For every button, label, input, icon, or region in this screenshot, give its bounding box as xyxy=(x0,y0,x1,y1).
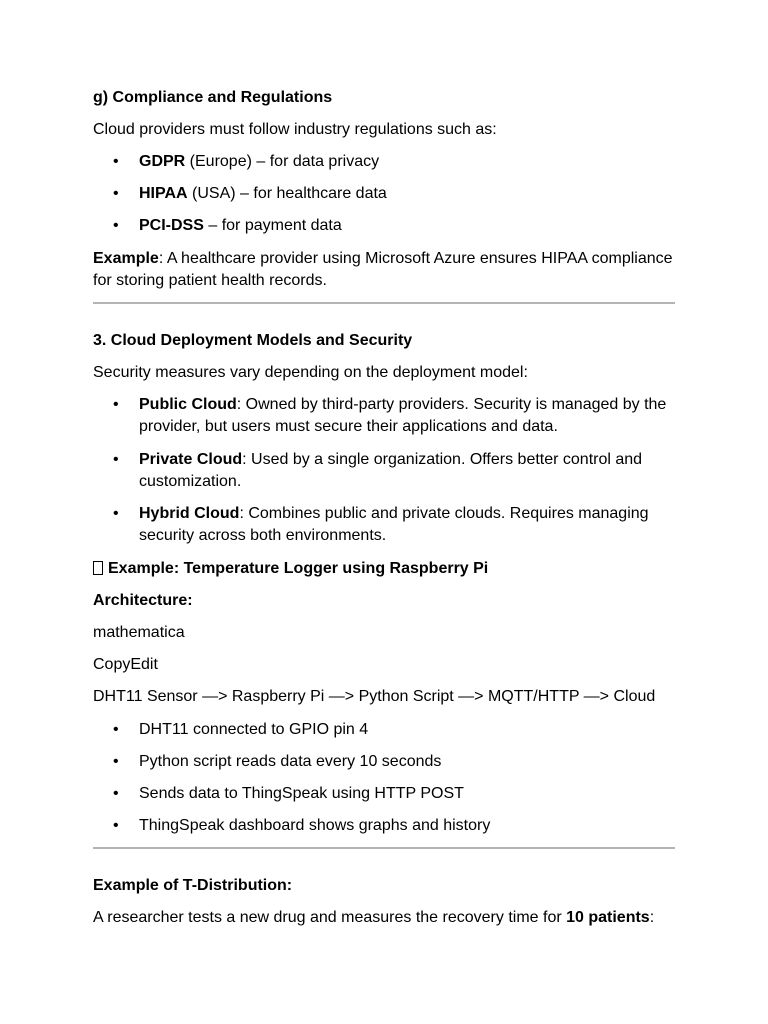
bullet-icon: • xyxy=(113,451,119,468)
bullet-icon: • xyxy=(113,721,119,738)
list-item-text: Python script reads data every 10 seconds xyxy=(139,753,442,770)
bullet-icon: • xyxy=(113,785,119,802)
section-divider xyxy=(93,847,675,849)
model-desc: : Used by a single organization. Offers better control and customization. xyxy=(139,451,643,490)
model-term: Hybrid Cloud xyxy=(139,505,240,522)
regulation-desc: (Europe) – for data privacy xyxy=(185,153,380,170)
compliance-example xyxy=(93,248,675,292)
regulation-desc: (USA) – for healthcare data xyxy=(187,185,387,202)
tdist-text xyxy=(93,907,675,929)
bullet-icon: • xyxy=(113,217,119,234)
bullet-icon: • xyxy=(113,505,119,522)
bullet-icon: • xyxy=(113,753,119,770)
bullet-icon: • xyxy=(113,396,119,413)
architecture-label: Architecture: xyxy=(93,592,193,609)
raspberry-heading xyxy=(93,558,675,580)
bullet-icon: • xyxy=(113,185,119,202)
list-item-text: ThingSpeak dashboard shows graphs and history xyxy=(139,817,491,834)
model-desc: : Combines public and private clouds. Requires managing security across both environments. xyxy=(139,505,649,544)
missing-glyph-icon xyxy=(93,561,103,575)
compliance-heading: g) Compliance and Regulations xyxy=(93,89,333,106)
code-language: mathematica xyxy=(93,624,185,641)
model-term: Public Cloud xyxy=(139,396,237,413)
regulation-desc: – for payment data xyxy=(203,217,342,234)
section-divider xyxy=(93,302,675,304)
architecture-flow: DHT11 Sensor —> Raspberry Pi —> Python Script —> MQTT/HTTP —> Cloud xyxy=(93,688,656,705)
bullet-icon: • xyxy=(113,817,119,834)
example-label: Example xyxy=(93,250,159,267)
regulation-term: GDPR xyxy=(139,153,186,170)
model-desc: : Owned by third-party providers. Security is managed by the provider, but users must secure their applications and data. xyxy=(139,396,667,435)
list-item-text: Sends data to ThingSpeak using HTTP POST xyxy=(139,785,464,802)
regulation-term: PCI-DSS xyxy=(139,217,204,234)
example-text: : A healthcare provider using Microsoft Azure ensures HIPAA compliance for storing patient health records. xyxy=(93,250,673,289)
tdist-text-bold: 10 patients xyxy=(566,909,650,926)
raspberry-heading-text: Example: Temperature Logger using Raspberry Pi xyxy=(108,560,489,577)
tdist-text-after: : xyxy=(649,909,655,926)
copy-edit-label: CopyEdit xyxy=(93,656,158,673)
tdist-text-before: A researcher tests a new drug and measures the recovery time for xyxy=(93,909,567,926)
model-term: Private Cloud xyxy=(139,451,243,468)
compliance-intro: Cloud providers must follow industry regulations such as: xyxy=(93,121,497,138)
bullet-icon: • xyxy=(113,153,119,170)
tdist-heading: Example of T-Distribution: xyxy=(93,877,293,894)
deployment-intro: Security measures vary depending on the deployment model: xyxy=(93,364,528,381)
list-item-text: DHT11 connected to GPIO pin 4 xyxy=(139,721,369,738)
regulation-term: HIPAA xyxy=(139,185,188,202)
deployment-heading: 3. Cloud Deployment Models and Security xyxy=(93,332,413,349)
